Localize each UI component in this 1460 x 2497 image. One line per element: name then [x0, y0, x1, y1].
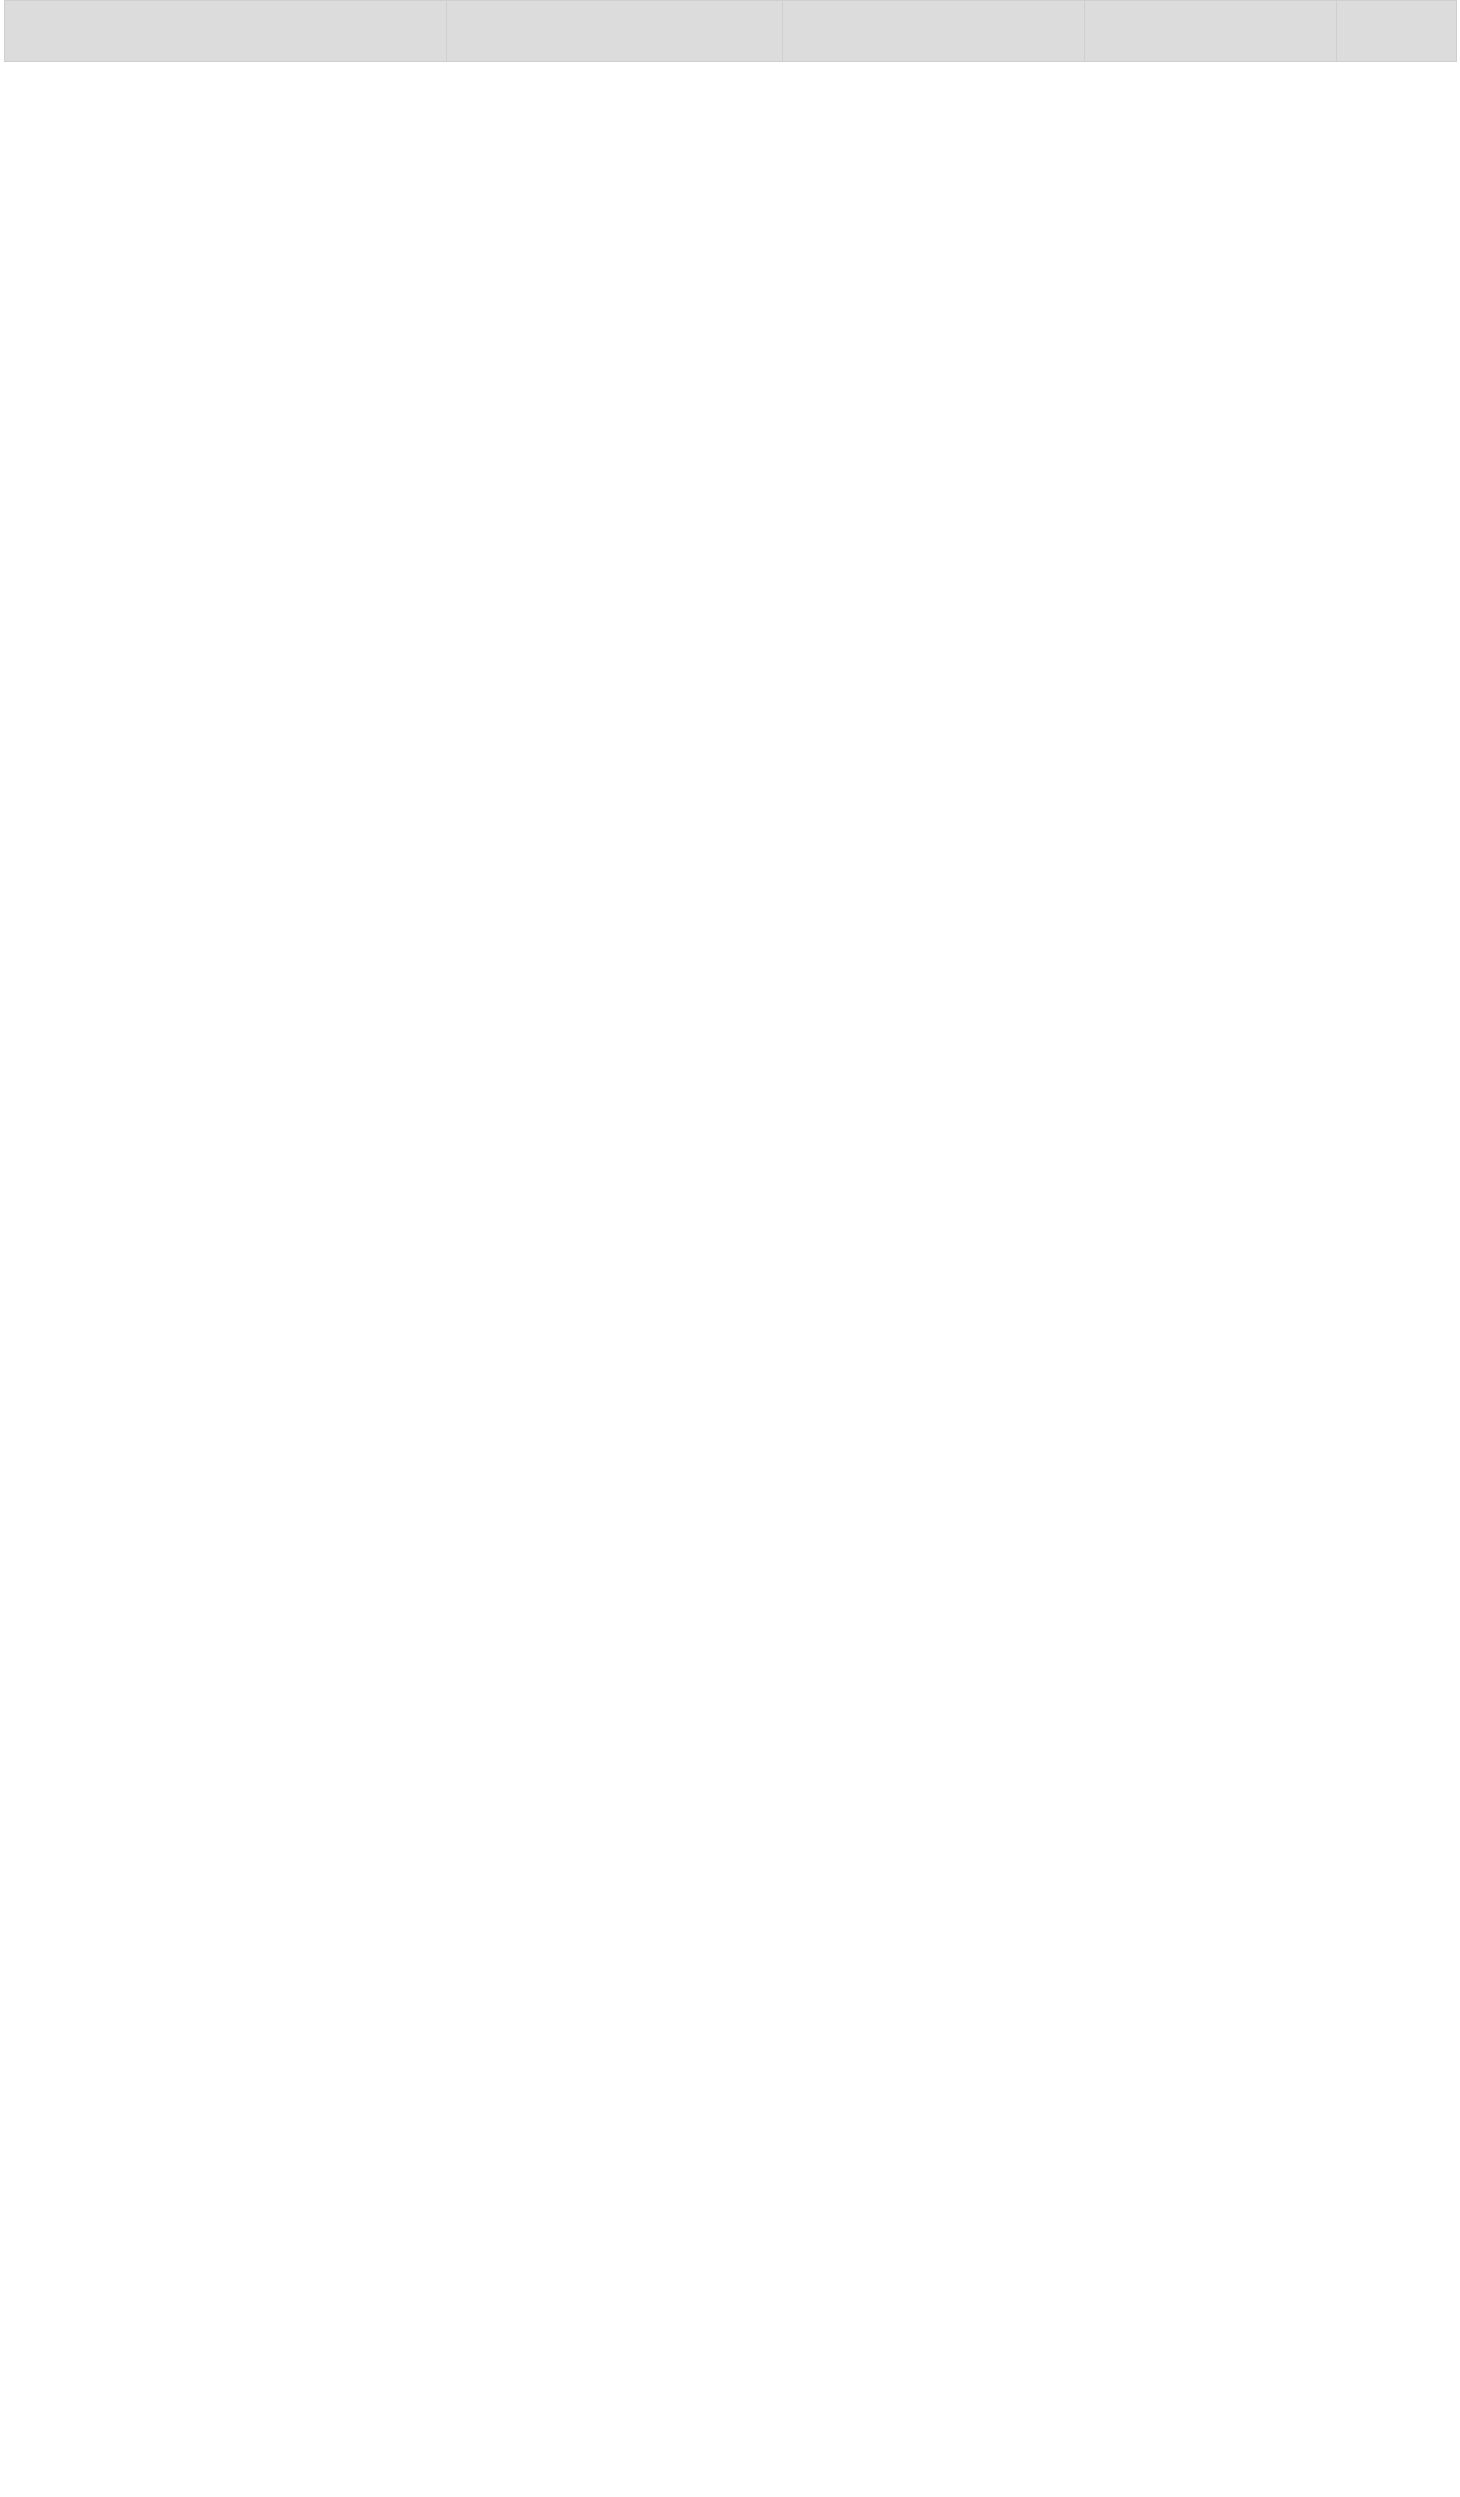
header-cell-stable-group: [783, 1, 1085, 62]
header-cell-all-participants: [447, 1, 783, 62]
table-document: [0, 0, 1460, 62]
header-cell-p-value: [1337, 1, 1457, 62]
header-cell-label: [5, 1, 447, 62]
data-table: [4, 0, 1457, 62]
header-cell-remission-group: [1085, 1, 1337, 62]
header-row: [5, 1, 1457, 62]
